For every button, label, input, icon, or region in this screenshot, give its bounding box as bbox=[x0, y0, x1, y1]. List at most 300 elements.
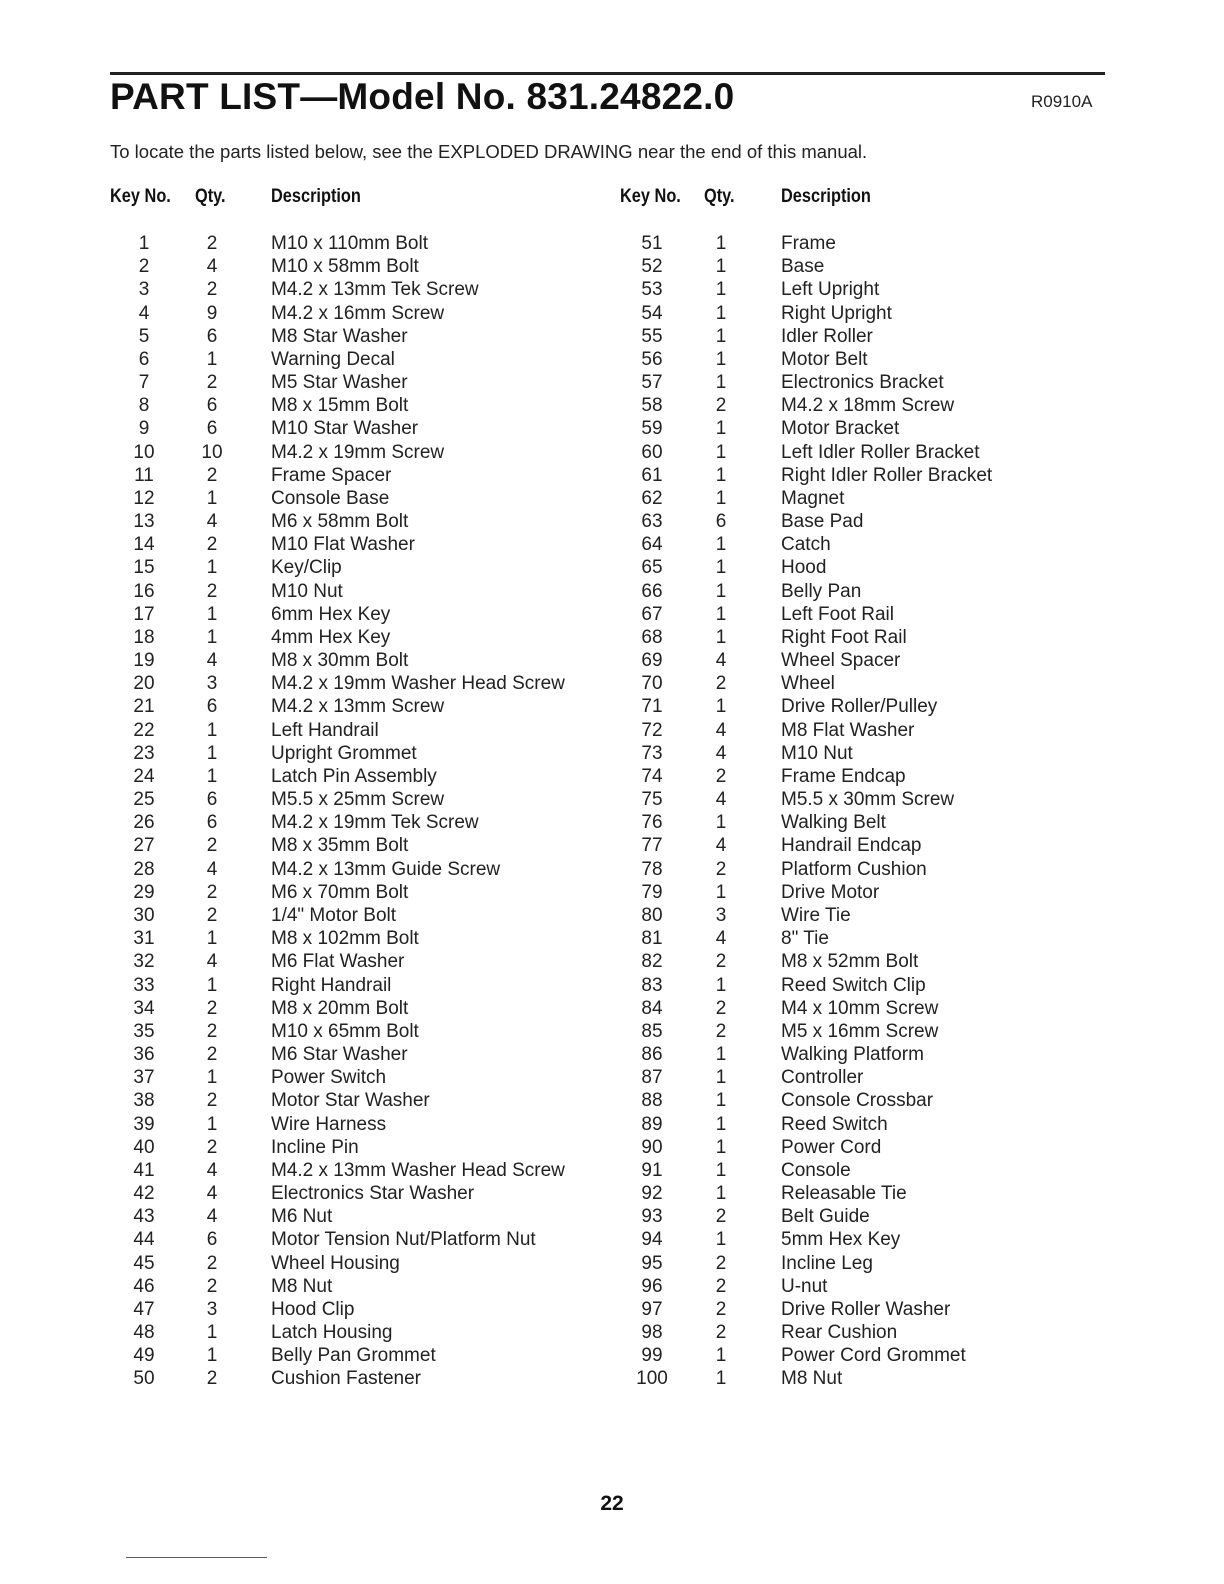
part-description: Console bbox=[781, 1159, 851, 1181]
part-quantity: 2 bbox=[206, 881, 218, 903]
part-description: Electronics Bracket bbox=[781, 372, 944, 394]
part-quantity: 1 bbox=[715, 1229, 727, 1251]
part-key-number: 40 bbox=[133, 1136, 155, 1158]
part-quantity: 1 bbox=[206, 603, 218, 625]
part-quantity: 1 bbox=[206, 742, 218, 764]
part-description: Wheel bbox=[781, 673, 835, 695]
part-quantity: 3 bbox=[715, 904, 727, 926]
part-quantity: 1 bbox=[206, 1322, 218, 1344]
part-row bbox=[0, 1344, 1224, 1367]
part-row bbox=[0, 1275, 1224, 1298]
part-description: Walking Platform bbox=[781, 1044, 924, 1066]
part-description: M4.2 x 19mm Tek Screw bbox=[271, 812, 479, 834]
part-description: M4.2 x 13mm Screw bbox=[271, 696, 445, 718]
part-row bbox=[0, 811, 1224, 834]
part-key-number: 100 bbox=[636, 1368, 668, 1390]
part-row bbox=[0, 603, 1224, 626]
part-description: M10 Nut bbox=[271, 580, 343, 602]
part-row bbox=[0, 742, 1224, 765]
part-key-number: 44 bbox=[133, 1229, 155, 1251]
left-header-description: Description bbox=[271, 186, 361, 207]
part-quantity: 4 bbox=[206, 951, 218, 973]
part-row bbox=[0, 974, 1224, 997]
part-description: Power Switch bbox=[271, 1067, 387, 1089]
part-key-number: 34 bbox=[133, 997, 155, 1019]
part-quantity: 1 bbox=[715, 1368, 727, 1390]
right-parts-list bbox=[0, 232, 1224, 1391]
part-quantity: 2 bbox=[715, 1322, 727, 1344]
part-description: Left Idler Roller Bracket bbox=[781, 441, 980, 463]
part-quantity: 2 bbox=[206, 372, 218, 394]
part-quantity: 1 bbox=[206, 928, 218, 950]
part-description: M5 Star Washer bbox=[271, 372, 408, 394]
part-quantity: 2 bbox=[715, 673, 727, 695]
part-description: Motor Tension Nut/Platform Nut bbox=[271, 1229, 536, 1251]
part-key-number: 19 bbox=[133, 650, 155, 672]
part-description: Frame Endcap bbox=[781, 765, 906, 787]
part-description: M5.5 x 25mm Screw bbox=[271, 789, 445, 811]
part-description: Left Foot Rail bbox=[781, 603, 894, 625]
part-key-number: 26 bbox=[133, 812, 155, 834]
part-description: Incline Pin bbox=[271, 1136, 359, 1158]
part-key-number: 55 bbox=[641, 325, 663, 347]
part-key-number: 74 bbox=[641, 765, 663, 787]
part-key-number: 82 bbox=[641, 951, 663, 973]
part-row bbox=[0, 997, 1224, 1020]
part-key-number: 88 bbox=[641, 1090, 663, 1112]
part-description: Right Foot Rail bbox=[781, 626, 907, 648]
part-row bbox=[0, 695, 1224, 718]
part-description: M4.2 x 13mm Guide Screw bbox=[271, 858, 501, 880]
part-key-number: 98 bbox=[641, 1322, 663, 1344]
part-description: Reed Switch bbox=[781, 1113, 888, 1135]
part-key-number: 3 bbox=[138, 279, 150, 301]
part-description: M4.2 x 13mm Tek Screw bbox=[271, 279, 479, 301]
part-description: Cushion Fastener bbox=[271, 1368, 421, 1390]
part-quantity: 2 bbox=[206, 1136, 218, 1158]
part-key-number: 46 bbox=[133, 1275, 155, 1297]
part-description: Drive Roller/Pulley bbox=[781, 696, 938, 718]
part-key-number: 89 bbox=[641, 1113, 663, 1135]
part-quantity: 2 bbox=[206, 1368, 218, 1390]
part-quantity: 2 bbox=[206, 464, 218, 486]
part-description: M6 Nut bbox=[271, 1206, 333, 1228]
part-quantity: 1 bbox=[206, 1113, 218, 1135]
part-row bbox=[0, 255, 1224, 278]
part-key-number: 91 bbox=[641, 1159, 663, 1181]
part-row bbox=[0, 1113, 1224, 1136]
part-quantity: 1 bbox=[715, 603, 727, 625]
part-description: Console Base bbox=[271, 487, 390, 509]
part-quantity: 4 bbox=[715, 789, 727, 811]
part-quantity: 6 bbox=[206, 395, 218, 417]
part-row bbox=[0, 649, 1224, 672]
part-key-number: 23 bbox=[133, 742, 155, 764]
part-description: M6 Flat Washer bbox=[271, 951, 405, 973]
part-description: Left Upright bbox=[781, 279, 880, 301]
part-key-number: 58 bbox=[641, 395, 663, 417]
part-key-number: 43 bbox=[133, 1206, 155, 1228]
part-key-number: 68 bbox=[641, 626, 663, 648]
part-quantity: 1 bbox=[715, 557, 727, 579]
part-description: M8 x 15mm Bolt bbox=[271, 395, 409, 417]
part-quantity: 1 bbox=[206, 1345, 218, 1367]
part-key-number: 11 bbox=[134, 464, 154, 486]
part-key-number: 5 bbox=[138, 325, 150, 347]
part-key-number: 84 bbox=[641, 997, 663, 1019]
part-row bbox=[0, 1228, 1224, 1251]
part-quantity: 2 bbox=[715, 395, 727, 417]
part-description: Wire Harness bbox=[271, 1113, 387, 1135]
part-key-number: 86 bbox=[641, 1044, 663, 1066]
part-key-number: 7 bbox=[138, 372, 150, 394]
part-quantity: 1 bbox=[206, 348, 218, 370]
part-key-number: 38 bbox=[133, 1090, 155, 1112]
part-description: M6 Star Washer bbox=[271, 1044, 408, 1066]
part-description: M8 Star Washer bbox=[271, 325, 408, 347]
part-quantity: 4 bbox=[206, 1159, 218, 1181]
part-key-number: 77 bbox=[641, 835, 663, 857]
part-key-number: 1 bbox=[138, 233, 150, 254]
part-description: M5 x 16mm Screw bbox=[781, 1020, 939, 1042]
part-key-number: 73 bbox=[641, 742, 663, 764]
part-key-number: 81 bbox=[641, 928, 663, 950]
part-key-number: 30 bbox=[133, 904, 155, 926]
part-quantity: 2 bbox=[206, 580, 218, 602]
part-row bbox=[0, 371, 1224, 394]
part-description: Frame Spacer bbox=[271, 464, 392, 486]
part-key-number: 48 bbox=[133, 1322, 155, 1344]
part-quantity: 2 bbox=[206, 233, 218, 254]
part-description: Belt Guide bbox=[781, 1206, 870, 1228]
part-quantity: 1 bbox=[715, 1090, 727, 1112]
part-quantity: 1 bbox=[715, 464, 727, 486]
part-quantity: 1 bbox=[715, 1044, 727, 1066]
part-quantity: 2 bbox=[206, 835, 218, 857]
part-quantity: 4 bbox=[715, 650, 727, 672]
part-description: Latch Pin Assembly bbox=[271, 765, 437, 787]
part-quantity: 6 bbox=[206, 812, 218, 834]
part-key-number: 72 bbox=[641, 719, 663, 741]
part-quantity: 4 bbox=[715, 742, 727, 764]
document-code: R0910A bbox=[1031, 92, 1093, 111]
part-key-number: 35 bbox=[133, 1020, 155, 1042]
part-quantity: 2 bbox=[206, 1020, 218, 1042]
footer-link-line bbox=[126, 1557, 267, 1558]
part-key-number: 96 bbox=[641, 1275, 663, 1297]
part-key-number: 15 bbox=[133, 557, 155, 579]
part-row bbox=[0, 1205, 1224, 1228]
part-key-number: 42 bbox=[133, 1183, 155, 1205]
part-key-number: 9 bbox=[138, 418, 150, 440]
part-description: 5mm Hex Key bbox=[781, 1229, 901, 1251]
part-row bbox=[0, 1321, 1224, 1344]
part-key-number: 14 bbox=[133, 534, 155, 556]
part-key-number: 37 bbox=[133, 1067, 155, 1089]
part-key-number: 41 bbox=[133, 1159, 155, 1181]
part-description: M4.2 x 13mm Washer Head Screw bbox=[271, 1159, 565, 1181]
part-quantity: 6 bbox=[206, 325, 218, 347]
part-key-number: 27 bbox=[133, 835, 155, 857]
part-quantity: 2 bbox=[715, 1298, 727, 1320]
part-description: Belly Pan bbox=[781, 580, 862, 602]
part-quantity: 6 bbox=[206, 1229, 218, 1251]
part-key-number: 75 bbox=[641, 789, 663, 811]
part-description: M4 x 10mm Screw bbox=[781, 997, 939, 1019]
part-key-number: 52 bbox=[641, 256, 663, 278]
part-key-number: 50 bbox=[133, 1368, 155, 1390]
part-description: Releasable Tie bbox=[781, 1183, 907, 1205]
page-number: 22 bbox=[600, 1492, 624, 1515]
part-quantity: 9 bbox=[206, 302, 218, 324]
part-quantity: 10 bbox=[201, 441, 223, 463]
part-description: Right Handrail bbox=[271, 974, 392, 996]
part-quantity: 6 bbox=[206, 696, 218, 718]
part-row bbox=[0, 1136, 1224, 1159]
part-quantity: 1 bbox=[715, 1159, 727, 1181]
part-description: Magnet bbox=[781, 487, 845, 509]
part-row bbox=[0, 672, 1224, 695]
part-key-number: 76 bbox=[641, 812, 663, 834]
part-description: Idler Roller bbox=[781, 325, 873, 347]
part-key-number: 49 bbox=[133, 1345, 155, 1367]
part-quantity: 6 bbox=[715, 511, 727, 533]
part-row bbox=[0, 464, 1224, 487]
part-key-number: 13 bbox=[133, 511, 155, 533]
part-description: M10 Nut bbox=[781, 742, 853, 764]
part-key-number: 99 bbox=[641, 1345, 663, 1367]
part-row bbox=[0, 927, 1224, 950]
part-description: Walking Belt bbox=[781, 812, 886, 834]
part-key-number: 28 bbox=[133, 858, 155, 880]
intro-text: To locate the parts listed below, see the EXPLODED DRAWING near the end of this manual. bbox=[110, 141, 868, 162]
part-description: M8 Nut bbox=[781, 1368, 843, 1390]
part-quantity: 1 bbox=[206, 974, 218, 996]
part-row bbox=[0, 1159, 1224, 1182]
part-description: M8 Flat Washer bbox=[781, 719, 915, 741]
part-description: Upright Grommet bbox=[271, 742, 417, 764]
part-description: Left Handrail bbox=[271, 719, 379, 741]
part-quantity: 4 bbox=[206, 858, 218, 880]
part-quantity: 2 bbox=[206, 279, 218, 301]
part-description: M8 x 102mm Bolt bbox=[271, 928, 419, 950]
part-row bbox=[0, 487, 1224, 510]
part-description: Drive Motor bbox=[781, 881, 880, 903]
part-quantity: 3 bbox=[206, 673, 218, 695]
part-row bbox=[0, 325, 1224, 348]
part-key-number: 78 bbox=[641, 858, 663, 880]
part-row bbox=[0, 348, 1224, 371]
part-quantity: 1 bbox=[715, 1113, 727, 1135]
part-quantity: 1 bbox=[715, 881, 727, 903]
part-row bbox=[0, 834, 1224, 857]
part-quantity: 1 bbox=[715, 348, 727, 370]
part-description: Wire Tie bbox=[781, 904, 851, 926]
part-quantity: 1 bbox=[715, 256, 727, 278]
part-description: Warning Decal bbox=[271, 348, 395, 370]
part-description: M4.2 x 19mm Screw bbox=[271, 441, 445, 463]
part-key-number: 21 bbox=[133, 696, 155, 718]
part-quantity: 2 bbox=[715, 997, 727, 1019]
part-row bbox=[0, 417, 1224, 440]
part-key-number: 60 bbox=[641, 441, 663, 463]
part-description: M10 Flat Washer bbox=[271, 534, 415, 556]
part-description: M6 x 70mm Bolt bbox=[271, 881, 409, 903]
part-quantity: 4 bbox=[206, 511, 218, 533]
part-description: M10 x 58mm Bolt bbox=[271, 256, 419, 278]
part-quantity: 2 bbox=[206, 1090, 218, 1112]
part-key-number: 18 bbox=[133, 626, 155, 648]
part-key-number: 24 bbox=[133, 765, 155, 787]
part-key-number: 16 bbox=[133, 580, 155, 602]
part-description: M4.2 x 18mm Screw bbox=[781, 395, 955, 417]
part-description: M10 x 110mm Bolt bbox=[271, 233, 428, 254]
part-key-number: 29 bbox=[133, 881, 155, 903]
part-row bbox=[0, 1020, 1224, 1043]
part-key-number: 39 bbox=[133, 1113, 155, 1135]
part-description: M4.2 x 16mm Screw bbox=[271, 302, 445, 324]
part-description: M8 x 52mm Bolt bbox=[781, 951, 919, 973]
part-description: Controller bbox=[781, 1067, 864, 1089]
part-key-number: 57 bbox=[641, 372, 663, 394]
part-key-number: 6 bbox=[138, 348, 150, 370]
part-description: Power Cord Grommet bbox=[781, 1345, 966, 1367]
part-description: Drive Roller Washer bbox=[781, 1298, 951, 1320]
part-key-number: 22 bbox=[133, 719, 155, 741]
part-quantity: 6 bbox=[206, 789, 218, 811]
part-quantity: 1 bbox=[715, 325, 727, 347]
part-description: Incline Leg bbox=[781, 1252, 873, 1274]
part-key-number: 17 bbox=[133, 603, 155, 625]
part-row bbox=[0, 626, 1224, 649]
part-description: M8 x 30mm Bolt bbox=[271, 650, 409, 672]
part-quantity: 2 bbox=[715, 1275, 727, 1297]
part-row bbox=[0, 533, 1224, 556]
left-header-key: Key No. bbox=[110, 186, 171, 207]
part-key-number: 92 bbox=[641, 1183, 663, 1205]
part-quantity: 1 bbox=[206, 719, 218, 741]
part-description: Platform Cushion bbox=[781, 858, 927, 880]
part-key-number: 63 bbox=[641, 511, 663, 533]
part-row bbox=[0, 580, 1224, 603]
part-key-number: 66 bbox=[641, 580, 663, 602]
part-row bbox=[0, 232, 1224, 255]
part-description: 8" Tie bbox=[781, 928, 829, 950]
part-row bbox=[0, 1298, 1224, 1321]
part-description: Right Idler Roller Bracket bbox=[781, 464, 993, 486]
part-key-number: 45 bbox=[133, 1252, 155, 1274]
part-quantity: 1 bbox=[715, 372, 727, 394]
part-key-number: 61 bbox=[641, 464, 663, 486]
part-quantity: 2 bbox=[206, 1275, 218, 1297]
part-row bbox=[0, 394, 1224, 417]
part-description: M8 x 20mm Bolt bbox=[271, 997, 409, 1019]
part-description: M4.2 x 19mm Washer Head Screw bbox=[271, 673, 565, 695]
right-header-qty: Qty. bbox=[704, 186, 735, 207]
part-description: M10 x 65mm Bolt bbox=[271, 1020, 419, 1042]
part-quantity: 2 bbox=[715, 951, 727, 973]
part-quantity: 1 bbox=[715, 1067, 727, 1089]
part-key-number: 80 bbox=[641, 904, 663, 926]
part-row bbox=[0, 858, 1224, 881]
part-quantity: 1 bbox=[715, 441, 727, 463]
part-row bbox=[0, 556, 1224, 579]
part-quantity: 1 bbox=[715, 1345, 727, 1367]
right-header-description: Description bbox=[781, 186, 871, 207]
part-description: U-nut bbox=[781, 1275, 828, 1297]
part-quantity: 1 bbox=[206, 626, 218, 648]
part-description: 4mm Hex Key bbox=[271, 626, 391, 648]
part-key-number: 94 bbox=[641, 1229, 663, 1251]
part-row bbox=[0, 510, 1224, 533]
part-row bbox=[0, 302, 1224, 325]
part-quantity: 2 bbox=[715, 1206, 727, 1228]
part-key-number: 33 bbox=[133, 974, 155, 996]
part-quantity: 4 bbox=[715, 928, 727, 950]
part-description: Frame bbox=[781, 233, 836, 254]
part-description: M5.5 x 30mm Screw bbox=[781, 789, 955, 811]
part-quantity: 2 bbox=[715, 858, 727, 880]
part-description: Base Pad bbox=[781, 511, 864, 533]
part-quantity: 1 bbox=[715, 696, 727, 718]
part-row bbox=[0, 1367, 1224, 1390]
part-quantity: 1 bbox=[715, 1136, 727, 1158]
part-description: 1/4" Motor Bolt bbox=[271, 904, 397, 926]
part-key-number: 64 bbox=[641, 534, 663, 556]
part-key-number: 87 bbox=[641, 1067, 663, 1089]
part-key-number: 10 bbox=[133, 441, 155, 463]
part-quantity: 1 bbox=[715, 534, 727, 556]
part-key-number: 32 bbox=[133, 951, 155, 973]
part-key-number: 83 bbox=[641, 974, 663, 996]
part-key-number: 97 bbox=[641, 1298, 663, 1320]
part-quantity: 1 bbox=[715, 279, 727, 301]
part-description: M8 Nut bbox=[271, 1275, 333, 1297]
part-key-number: 85 bbox=[641, 1020, 663, 1042]
part-key-number: 4 bbox=[138, 302, 150, 324]
part-row bbox=[0, 441, 1224, 464]
part-quantity: 2 bbox=[206, 1044, 218, 1066]
part-quantity: 1 bbox=[206, 487, 218, 509]
part-description: Rear Cushion bbox=[781, 1322, 898, 1344]
part-quantity: 4 bbox=[715, 835, 727, 857]
part-quantity: 2 bbox=[206, 997, 218, 1019]
part-description: Wheel Housing bbox=[271, 1252, 400, 1274]
part-description: Catch bbox=[781, 534, 831, 556]
part-quantity: 1 bbox=[206, 557, 218, 579]
part-description: Reed Switch Clip bbox=[781, 974, 926, 996]
part-description: M6 x 58mm Bolt bbox=[271, 511, 409, 533]
part-row bbox=[0, 765, 1224, 788]
title-rule bbox=[110, 72, 1105, 75]
part-key-number: 36 bbox=[133, 1044, 155, 1066]
part-quantity: 1 bbox=[206, 1067, 218, 1089]
part-quantity: 2 bbox=[206, 1252, 218, 1274]
part-quantity: 1 bbox=[715, 974, 727, 996]
part-description: Wheel Spacer bbox=[781, 650, 901, 672]
part-quantity: 4 bbox=[206, 650, 218, 672]
part-description: Hood Clip bbox=[271, 1298, 355, 1320]
part-quantity: 4 bbox=[715, 719, 727, 741]
part-quantity: 2 bbox=[715, 765, 727, 787]
part-description: Handrail Endcap bbox=[781, 835, 922, 857]
part-row bbox=[0, 1089, 1224, 1112]
part-row bbox=[0, 1182, 1224, 1205]
part-key-number: 67 bbox=[641, 603, 663, 625]
part-quantity: 3 bbox=[206, 1298, 218, 1320]
part-description: Motor Star Washer bbox=[271, 1090, 430, 1112]
part-key-number: 59 bbox=[641, 418, 663, 440]
